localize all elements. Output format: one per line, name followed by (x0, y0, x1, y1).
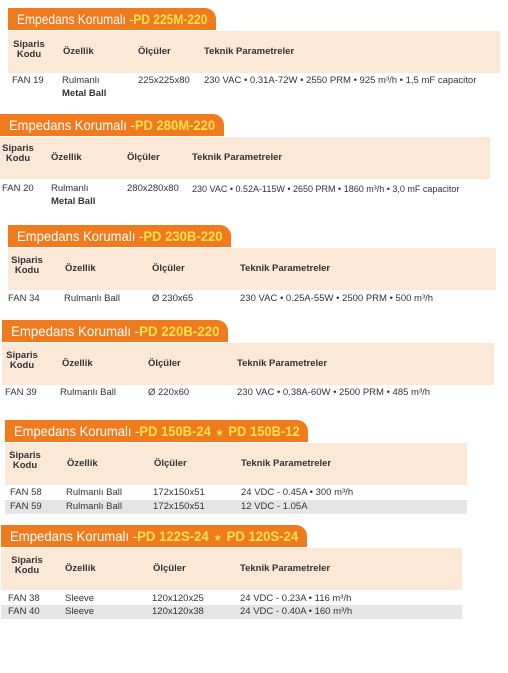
cell-feature: Rulmanlı Ball (60, 387, 116, 398)
cell-feature: Rulmanlı Ball (66, 501, 122, 512)
banner-model: PD 122S-24 (137, 528, 209, 544)
header-dims: Ölçüler (152, 263, 185, 274)
table-header (5, 443, 467, 485)
cell-feature: Rulmanlı (51, 183, 89, 194)
cell-params: 24 VDC - 0.40A • 160 m³/h (240, 606, 353, 617)
header-feature: Özellik (67, 458, 98, 469)
header-feature: Özellik (63, 46, 94, 57)
banner-text (9, 114, 215, 136)
header-feature: Özellik (65, 563, 96, 574)
cell-dims: 280x280x80 (127, 183, 179, 194)
table-row (0, 182, 508, 210)
header-code: Siparis Kodu (11, 255, 43, 276)
table-row (5, 500, 467, 514)
cell-dims: 120x120x38 (152, 606, 204, 617)
section-banner (2, 320, 228, 342)
product-section (0, 525, 508, 625)
cell-code: FAN 38 (8, 593, 40, 604)
section-banner (8, 8, 216, 30)
cell-code: FAN 40 (8, 606, 40, 617)
cell-params: 230 VAC • 0.38A-60W • 2500 PRM • 485 m³/h (237, 387, 431, 398)
header-params: Teknik Parametreler (241, 458, 332, 469)
cell-feature-2: Metal Ball (62, 88, 107, 99)
cell-feature: Rulmanlı Ball (66, 487, 122, 498)
banner-title: Empedans Korumalı - (17, 228, 144, 244)
cell-feature: Sleeve (65, 606, 95, 617)
header-feature: Özellik (62, 358, 93, 369)
header-code: Siparis Kodu (6, 350, 38, 371)
table-header (8, 248, 496, 290)
banner-model: PD 220B-220 (139, 323, 220, 339)
star-icon: ★ (215, 428, 224, 439)
product-section (0, 114, 508, 214)
header-dims: Ölçüler (153, 563, 186, 574)
banner-title: Empedans Korumalı - (14, 423, 140, 439)
cell-dims: Ø 220x60 (148, 387, 190, 398)
section-banner (8, 225, 231, 247)
cell-params: 230 VAC • 0.31A-72W • 2550 PRM • 925 m³/h • 1,5 mF capacitor (204, 75, 477, 86)
table-header (1, 548, 462, 590)
cell-feature-2: Metal Ball (51, 196, 96, 207)
header-params: Teknik Parametreler (240, 263, 331, 274)
product-section (0, 8, 508, 108)
banner-model: PD 280M-220 (134, 117, 216, 133)
cell-params: 24 VDC - 0.23A • 116 m³/h (240, 593, 352, 604)
star-icon: ★ (213, 533, 222, 544)
banner-title: Empedans Korumalı - (10, 528, 138, 544)
product-section (0, 320, 508, 410)
cell-code: FAN 20 (2, 183, 34, 194)
cell-dims: 172x150x51 (153, 487, 205, 498)
table-row (8, 292, 508, 306)
banner-text (11, 320, 219, 342)
table-header (2, 343, 494, 385)
cell-dims: 120x120x25 (152, 593, 204, 604)
banner-text (17, 8, 207, 30)
section-banner (1, 525, 307, 547)
banner-title: Empedans Korumalı - (11, 323, 140, 339)
header-feature: Özellik (65, 263, 96, 274)
header-code: Siparis Kodu (9, 450, 41, 471)
banner-title: Empedans Korumalı - (9, 117, 135, 133)
banner-model: PD 230B-220 (143, 228, 223, 244)
header-dims: Ölçüler (127, 152, 160, 163)
banner-text (17, 225, 222, 247)
cell-code: FAN 59 (10, 501, 42, 512)
table-row (1, 592, 462, 606)
cell-dims: 225x225x80 (138, 75, 190, 86)
cell-code: FAN 58 (10, 487, 42, 498)
header-code: Siparis Kodu (11, 555, 43, 576)
banner-model-2: PD 120S-24 (226, 528, 299, 544)
cell-params: 12 VDC - 1.05A (241, 501, 308, 512)
cell-dims: Ø 230x65 (152, 293, 194, 304)
cell-params: 230 VAC • 0.52A-115W • 2650 PRM • 1860 m³/h • 3,0 mF capacitor (192, 184, 460, 194)
header-dims: Ölçüler (148, 358, 181, 369)
banner-model: PD 225M-220 (133, 11, 208, 27)
header-params: Teknik Parametreler (204, 46, 295, 57)
cell-code: FAN 19 (12, 75, 44, 86)
header-dims: Ölçüler (138, 46, 171, 57)
cell-feature: Rulmanlı Ball (64, 293, 120, 304)
banner-text (14, 420, 300, 445)
product-section (0, 420, 508, 520)
product-section (0, 225, 508, 315)
cell-code: FAN 39 (5, 387, 37, 398)
table-row (2, 386, 508, 400)
table-header (0, 137, 490, 179)
banner-model-2: PD 150B-12 (228, 423, 300, 439)
cell-dims: 172x150x51 (153, 501, 205, 512)
header-params: Teknik Parametreler (240, 563, 331, 574)
banner-text (10, 525, 298, 550)
table-row (5, 486, 467, 500)
header-params: Teknik Parametreler (237, 358, 328, 369)
header-feature: Özellik (51, 152, 82, 163)
header-code: Siparis Kodu (2, 143, 34, 164)
table-row (1, 605, 462, 619)
header-code: Siparis Kodu (13, 39, 45, 60)
banner-model: PD 150B-24 (139, 423, 211, 439)
banner-title: Empedans Korumalı - (17, 11, 134, 27)
header-params: Teknik Parametreler (192, 152, 283, 163)
cell-params: 24 VDC - 0.45A • 300 m³/h (241, 487, 354, 498)
table-row (8, 74, 508, 102)
cell-code: FAN 34 (8, 293, 40, 304)
section-banner (0, 114, 224, 136)
header-dims: Ölçüler (154, 458, 187, 469)
table-header (8, 31, 500, 73)
cell-params: 230 VAC • 0.25A-55W • 2500 PRM • 500 m³/h (240, 293, 434, 304)
cell-feature: Sleeve (65, 593, 95, 604)
section-banner (5, 420, 308, 442)
cell-feature: Rulmanlı (62, 75, 100, 86)
